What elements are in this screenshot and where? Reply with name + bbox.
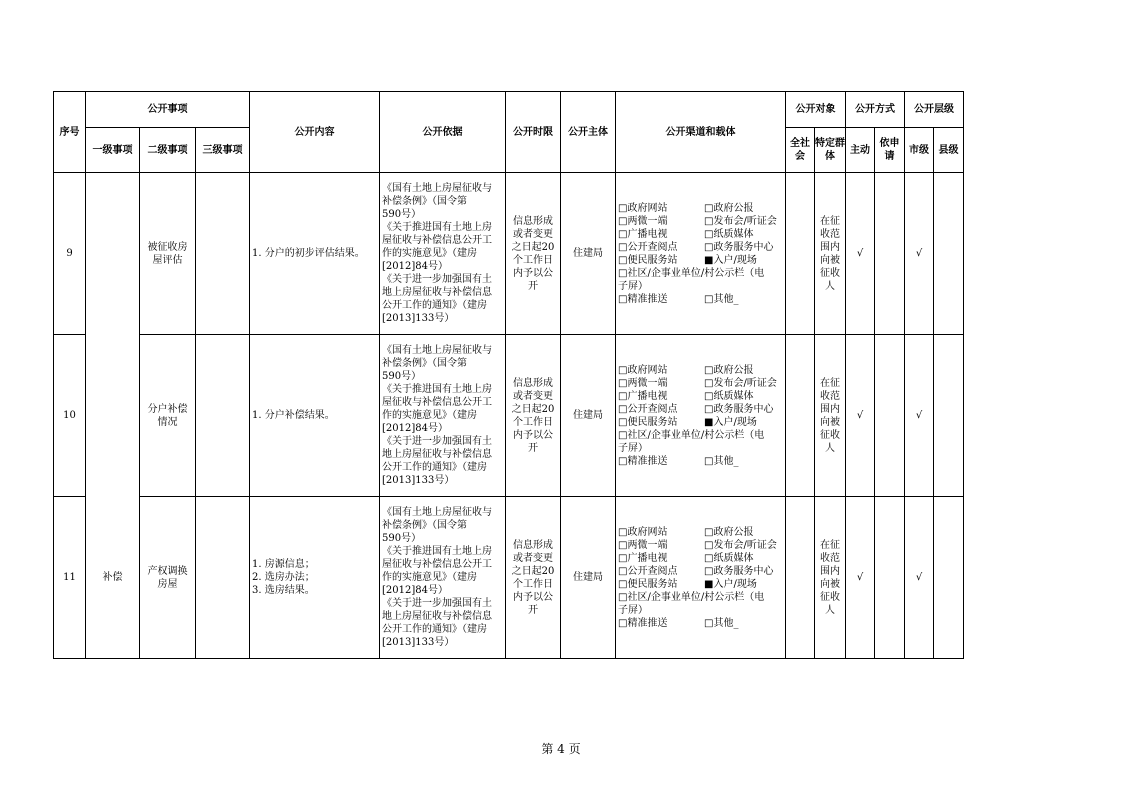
row-method-active: √	[846, 497, 875, 659]
row-level3	[196, 497, 250, 659]
basis-line: 地上房屋征收与补偿信息	[382, 449, 493, 460]
row-level2	[140, 335, 196, 497]
specific-line: 在征	[820, 539, 841, 551]
row-basis	[380, 497, 506, 659]
time-line: 开	[528, 604, 539, 616]
basis-line: 地上房屋征收与补偿信息	[382, 611, 493, 622]
row-level3	[196, 173, 250, 335]
row-level3	[196, 335, 250, 497]
row-level2	[140, 497, 196, 659]
content-line: 1. 房源信息；	[252, 559, 315, 570]
row-method-active: √	[846, 173, 875, 335]
level2-line: 被征收房	[147, 241, 188, 253]
time-line: 或者变更	[513, 390, 554, 402]
row-seq: 9	[54, 173, 86, 335]
basis-line: 作的实施意见》（建房	[382, 572, 478, 583]
header-level3: 三级事项	[196, 128, 250, 173]
basis-line: 《关于推进国有土地上房	[382, 546, 493, 557]
channel-community-cont: 子屏）	[618, 604, 649, 616]
row-level-city: √	[905, 497, 934, 659]
row-level2	[140, 173, 196, 335]
channel-pair: □便民服务站 ■入户/现场	[618, 254, 757, 266]
content-line: 3. 选房结果。	[252, 585, 315, 596]
content-line: 1. 分户补偿结果。	[252, 410, 335, 421]
row-content	[250, 335, 380, 497]
channel-pair: □精准推送 □其他_	[618, 293, 739, 305]
channel-pair: □政府网站 □政府公报	[618, 526, 754, 538]
specific-line: 向被	[820, 578, 841, 590]
basis-line: 《关于进一步加强国有土	[382, 436, 493, 447]
header-items: 公开事项	[86, 92, 250, 128]
row-method-apply	[875, 335, 905, 497]
time-line: 个工作日	[513, 416, 554, 428]
time-line: 之日起20	[511, 241, 555, 253]
time-line: 内予以公	[513, 591, 554, 603]
basis-line: 补偿条例》（国令第	[382, 520, 468, 531]
basis-line: 地上房屋征收与补偿信息	[382, 287, 493, 298]
row-basis	[380, 335, 506, 497]
level2-line: 房屋	[157, 578, 178, 590]
channel-pair: □广播电视 □纸质媒体	[618, 228, 754, 240]
row-target-all	[786, 497, 815, 659]
row-target-specific	[815, 173, 846, 335]
row-method-apply	[875, 173, 905, 335]
header-level-county: 县级	[934, 128, 964, 173]
channel-pair: □便民服务站 ■入户/现场	[618, 416, 757, 428]
specific-line: 收范	[820, 228, 841, 240]
basis-line: 《关于推进国有土地上房	[382, 384, 493, 395]
row-method-apply	[875, 497, 905, 659]
row-target-all	[786, 173, 815, 335]
table-row	[54, 173, 964, 335]
specific-line: 征收	[820, 429, 841, 441]
channel-community: □社区/企事业单位/村公示栏（电	[618, 591, 765, 603]
channel-pair: □精准推送 □其他_	[618, 455, 739, 467]
time-line: 内予以公	[513, 429, 554, 441]
table-row	[54, 497, 964, 659]
time-line: 信息形成	[513, 377, 554, 389]
specific-line: 收范	[820, 390, 841, 402]
row-method-active: √	[846, 335, 875, 497]
channel-pair: □政府网站 □政府公报	[618, 202, 754, 214]
header-target-specific: 特定群体	[815, 128, 846, 173]
page-footer: 第 4 页	[541, 742, 581, 756]
header-target: 公开对象	[786, 92, 846, 128]
basis-line: 屋征收与补偿信息公开工	[382, 235, 493, 246]
channel-pair: □公开查阅点 □政务服务中心	[618, 241, 774, 253]
row-target-specific	[815, 497, 846, 659]
header-level2: 二级事项	[140, 128, 196, 173]
specific-line: 在征	[820, 377, 841, 389]
header-channels: 公开渠道和载体	[616, 92, 786, 173]
row-time	[506, 173, 561, 335]
time-line: 开	[528, 280, 539, 292]
header-level: 公开层级	[905, 92, 964, 128]
row-level1	[86, 173, 140, 659]
specific-line: 人	[825, 280, 836, 292]
table-row	[54, 335, 964, 497]
header-method-active: 主动	[846, 128, 875, 173]
specific-line: 围内	[820, 241, 841, 253]
header-target-all: 全社会	[786, 128, 815, 173]
time-line: 个工作日	[513, 254, 554, 266]
channel-community: □社区/企事业单位/村公示栏（电	[618, 429, 765, 441]
row-channels	[616, 335, 786, 497]
basis-line: 公开工作的通知》（建房	[382, 462, 488, 473]
level2-line: 情况	[157, 416, 178, 428]
row-time	[506, 497, 561, 659]
basis-line: 590号）	[382, 371, 422, 382]
row-level-county	[934, 497, 964, 659]
row-time	[506, 335, 561, 497]
basis-line: [2012]84号）	[382, 585, 449, 596]
basis-line: 补偿条例》（国令第	[382, 358, 468, 369]
basis-line: 作的实施意见》（建房	[382, 410, 478, 421]
row-channels	[616, 173, 786, 335]
channel-pair: □两微一端 □发布会/听证会	[618, 215, 777, 227]
specific-line: 在征	[820, 215, 841, 227]
basis-line: 《国有土地上房屋征收与	[382, 183, 493, 194]
basis-line: 屋征收与补偿信息公开工	[382, 397, 493, 408]
basis-line: 《关于进一步加强国有土	[382, 598, 493, 609]
level2-line: 分户补偿	[147, 403, 188, 415]
basis-line: [2013]133号）	[382, 475, 455, 486]
level1-label: 补偿	[102, 572, 123, 583]
time-line: 之日起20	[511, 403, 555, 415]
basis-line: 590号）	[382, 533, 422, 544]
level2-line: 屋评估	[152, 254, 183, 266]
channel-community: □社区/企事业单位/村公示栏（电	[618, 267, 765, 279]
specific-line: 围内	[820, 403, 841, 415]
time-line: 内予以公	[513, 267, 554, 279]
channel-pair: □便民服务站 ■入户/现场	[618, 578, 757, 590]
channel-community-cont: 子屏）	[618, 280, 649, 292]
specific-line: 向被	[820, 416, 841, 428]
header-time: 公开时限	[506, 92, 561, 173]
header-method: 公开方式	[846, 92, 905, 128]
basis-line: [2012]84号）	[382, 261, 449, 272]
time-line: 或者变更	[513, 228, 554, 240]
specific-line: 征收	[820, 267, 841, 279]
basis-line: 补偿条例》（国令第	[382, 196, 468, 207]
header-level1: 一级事项	[86, 128, 140, 173]
basis-line: [2013]133号）	[382, 637, 455, 648]
basis-line: 屋征收与补偿信息公开工	[382, 559, 493, 570]
channel-pair: □精准推送 □其他_	[618, 617, 739, 629]
row-subject: 住建局	[561, 173, 616, 335]
row-level-city: √	[905, 173, 934, 335]
row-level-county	[934, 335, 964, 497]
specific-line: 围内	[820, 565, 841, 577]
basis-line: 公开工作的通知》（建房	[382, 624, 488, 635]
content-line: 1. 分户的初步评估结果。	[252, 248, 365, 259]
row-subject: 住建局	[561, 335, 616, 497]
row-content	[250, 497, 380, 659]
specific-line: 向被	[820, 254, 841, 266]
row-seq: 11	[54, 497, 86, 659]
basis-line: 《关于推进国有土地上房	[382, 222, 493, 233]
specific-line: 收范	[820, 552, 841, 564]
basis-line: 590号）	[382, 209, 422, 220]
basis-line: 《国有土地上房屋征收与	[382, 345, 493, 356]
channel-pair: □公开查阅点 □政务服务中心	[618, 565, 774, 577]
channel-pair: □广播电视 □纸质媒体	[618, 390, 754, 402]
row-seq: 10	[54, 335, 86, 497]
row-target-specific	[815, 335, 846, 497]
channel-pair: □政府网站 □政府公报	[618, 364, 754, 376]
header-level-city: 市级	[905, 128, 934, 173]
level2-line: 产权调换	[147, 565, 188, 577]
header-method-apply: 依申请	[875, 128, 905, 173]
time-line: 开	[528, 442, 539, 454]
basis-line: [2013]133号）	[382, 313, 455, 324]
specific-line: 人	[825, 442, 836, 454]
channel-pair: □公开查阅点 □政务服务中心	[618, 403, 774, 415]
basis-line: 《关于进一步加强国有土	[382, 274, 493, 285]
row-target-all	[786, 335, 815, 497]
row-subject: 住建局	[561, 497, 616, 659]
row-basis	[380, 173, 506, 335]
disclosure-table	[53, 91, 964, 659]
basis-line: 作的实施意见》（建房	[382, 248, 478, 259]
content-line: 2. 选房办法；	[252, 572, 315, 583]
specific-line: 人	[825, 604, 836, 616]
basis-line: 《国有土地上房屋征收与	[382, 507, 493, 518]
specific-line: 征收	[820, 591, 841, 603]
channel-community-cont: 子屏）	[618, 442, 649, 454]
time-line: 或者变更	[513, 552, 554, 564]
header-seq: 序号	[54, 92, 86, 173]
row-level-county	[934, 173, 964, 335]
channel-pair: □两微一端 □发布会/听证会	[618, 539, 777, 551]
time-line: 个工作日	[513, 578, 554, 590]
row-channels	[616, 497, 786, 659]
basis-line: [2012]84号）	[382, 423, 449, 434]
time-line: 之日起20	[511, 565, 555, 577]
header-basis: 公开依据	[380, 92, 506, 173]
row-content	[250, 173, 380, 335]
header-subject: 公开主体	[561, 92, 616, 173]
basis-line: 公开工作的通知》（建房	[382, 300, 488, 311]
header-content: 公开内容	[250, 92, 380, 173]
row-level-city: √	[905, 335, 934, 497]
channel-pair: □广播电视 □纸质媒体	[618, 552, 754, 564]
time-line: 信息形成	[513, 539, 554, 551]
time-line: 信息形成	[513, 215, 554, 227]
channel-pair: □两微一端 □发布会/听证会	[618, 377, 777, 389]
